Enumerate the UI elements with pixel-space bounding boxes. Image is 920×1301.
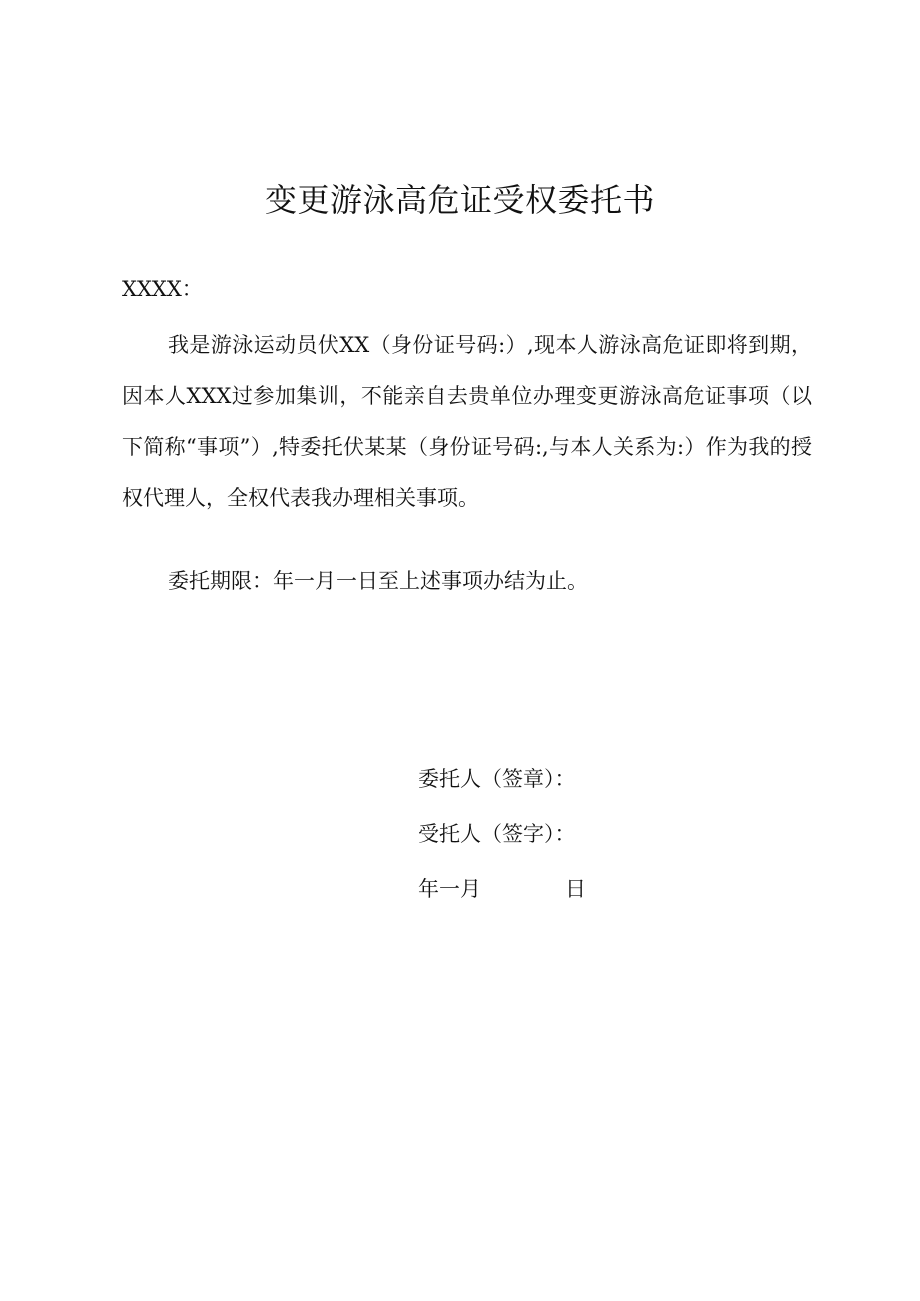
principal-signature-label: 委托人（签章）： <box>418 767 576 791</box>
agent-signature-label: 受托人（签字）： <box>418 822 576 846</box>
body-paragraph: 我是游泳运动员伏XX（身份证号码:）,现本人游泳高危证即将到期，因本人XXX过参加集训，不能亲自去贵单位办理变更游泳高危证事项（以下简称“事项”）,特委托伏某某（身份证号码:,与本人关系为:）作为我的授权代理人，全权代表我办理相关事项。 <box>122 333 812 510</box>
document-title: 变更游泳高危证受权委托书 <box>264 181 655 219</box>
entrustment-period: 委托期限：年一月一日至上述事项办结为止。 <box>168 569 588 593</box>
date-year-month: 年一月 <box>418 877 481 901</box>
salutation: XXXX： <box>122 277 203 301</box>
date-day: 日 <box>565 877 586 901</box>
